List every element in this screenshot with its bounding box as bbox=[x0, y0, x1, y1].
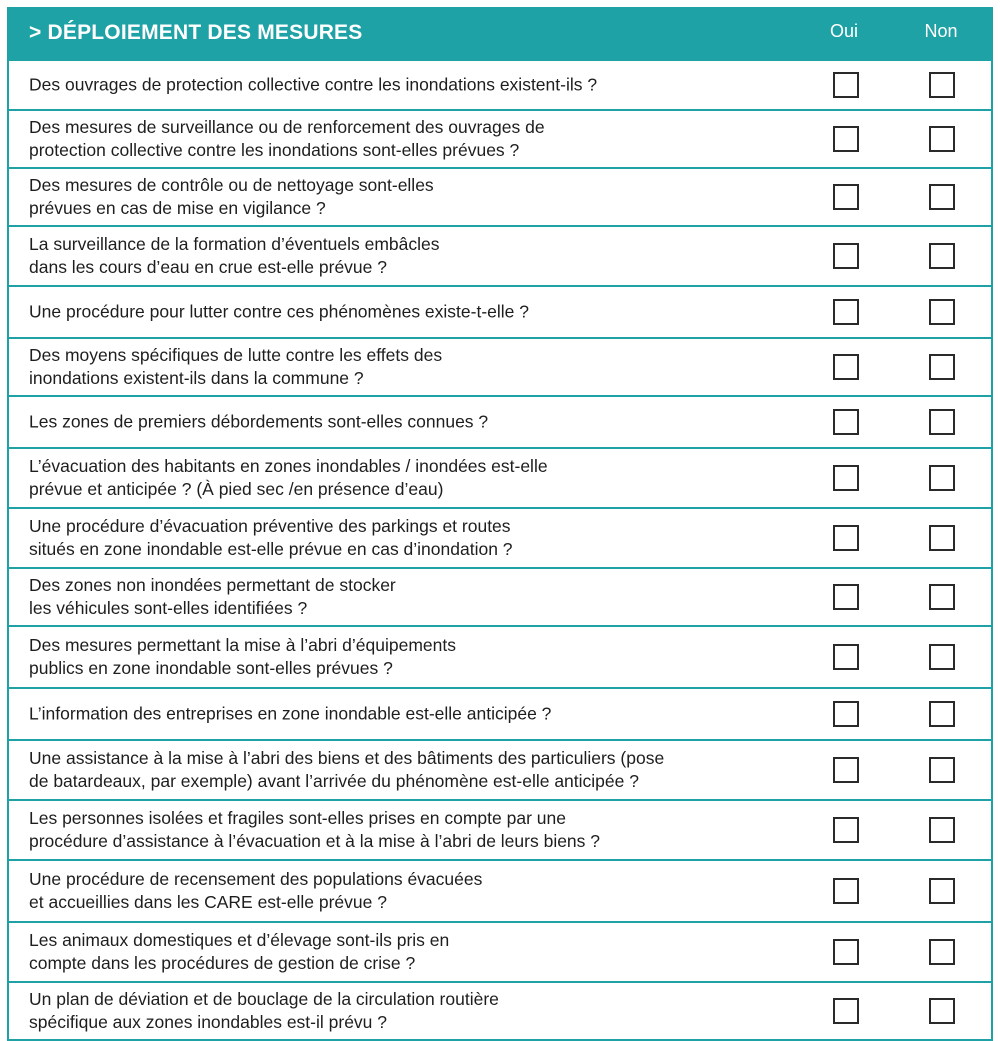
table-header bbox=[7, 7, 993, 59]
question-rows bbox=[7, 59, 993, 1041]
question-text: Des ouvrages de protection collective contre les inondations existent-ils ? bbox=[29, 74, 598, 95]
checkbox-non[interactable] bbox=[929, 998, 955, 1024]
question-row bbox=[9, 739, 991, 799]
question-text: Des mesures de contrôle ou de nettoyage sont-elles prévues en cas de mise en vigilance ? bbox=[29, 175, 434, 218]
checkbox-oui[interactable] bbox=[833, 939, 859, 965]
checkbox-non[interactable] bbox=[929, 584, 955, 610]
question-row bbox=[9, 447, 991, 507]
question-row bbox=[9, 167, 991, 225]
question-row bbox=[9, 109, 991, 167]
question-text: La surveillance de la formation d’éventuels embâcles dans les cours d’eau en crue est-elle prévue ? bbox=[29, 234, 440, 277]
question-row bbox=[9, 859, 991, 921]
question-row bbox=[9, 59, 991, 109]
question-text: L’information des entreprises en zone inondable est-elle anticipée ? bbox=[29, 703, 552, 724]
question-text: Les personnes isolées et fragiles sont-elles prises en compte par une procédure d’assistance à l’évacuation et à la mise à l’abri de leurs biens ? bbox=[29, 808, 601, 851]
checkbox-oui[interactable] bbox=[833, 243, 859, 269]
checkbox-oui[interactable] bbox=[833, 299, 859, 325]
question-row bbox=[9, 285, 991, 337]
checkbox-oui[interactable] bbox=[833, 878, 859, 904]
question-row bbox=[9, 981, 991, 1039]
checkbox-non[interactable] bbox=[929, 126, 955, 152]
checkbox-oui[interactable] bbox=[833, 184, 859, 210]
question-row bbox=[9, 625, 991, 687]
question-text: Une procédure pour lutter contre ces phénomènes existe-t-elle ? bbox=[29, 301, 529, 322]
checkbox-oui[interactable] bbox=[833, 409, 859, 435]
question-row bbox=[9, 225, 991, 285]
checkbox-non[interactable] bbox=[929, 757, 955, 783]
checkbox-non[interactable] bbox=[929, 354, 955, 380]
question-row bbox=[9, 507, 991, 567]
checklist-table bbox=[7, 7, 993, 1041]
section-title: > DÉPLOIEMENT DES MESURES bbox=[29, 21, 363, 44]
question-row bbox=[9, 921, 991, 981]
question-text: Les zones de premiers débordements sont-elles connues ? bbox=[29, 411, 489, 432]
checkbox-non[interactable] bbox=[929, 409, 955, 435]
checkbox-oui[interactable] bbox=[833, 584, 859, 610]
question-text: Une procédure de recensement des populations évacuées et accueillies dans les CARE est-elle prévue ? bbox=[29, 869, 483, 912]
checkbox-non[interactable] bbox=[929, 243, 955, 269]
question-text: Des moyens spécifiques de lutte contre les effets des inondations existent-ils dans la commune ? bbox=[29, 345, 443, 388]
checkbox-non[interactable] bbox=[929, 817, 955, 843]
checkbox-oui[interactable] bbox=[833, 354, 859, 380]
checkbox-non[interactable] bbox=[929, 465, 955, 491]
question-text: Une assistance à la mise à l’abri des biens et des bâtiments des particuliers (pose de batardeaux, par exemple) avant l’arrivée du phénomène est-elle anticipée ? bbox=[29, 748, 665, 791]
checkbox-oui[interactable] bbox=[833, 644, 859, 670]
checkbox-oui[interactable] bbox=[833, 465, 859, 491]
question-row bbox=[9, 395, 991, 447]
checkbox-non[interactable] bbox=[929, 878, 955, 904]
checkbox-non[interactable] bbox=[929, 939, 955, 965]
question-text: Des mesures permettant la mise à l’abri d’équipements publics en zone inondable sont-elles prévues ? bbox=[29, 635, 456, 678]
question-row bbox=[9, 567, 991, 625]
checkbox-oui[interactable] bbox=[833, 998, 859, 1024]
checkbox-oui[interactable] bbox=[833, 757, 859, 783]
checkbox-oui[interactable] bbox=[833, 126, 859, 152]
checkbox-oui[interactable] bbox=[833, 701, 859, 727]
checkbox-non[interactable] bbox=[929, 184, 955, 210]
question-text: Un plan de déviation et de bouclage de la circulation routière spécifique aux zones inondables est-il prévu ? bbox=[29, 989, 499, 1032]
question-text: Des mesures de surveillance ou de renforcement des ouvrages de protection collective contre les inondations sont-elles prévues ? bbox=[29, 117, 545, 160]
column-header-non: Non bbox=[924, 21, 958, 41]
checkbox-non[interactable] bbox=[929, 701, 955, 727]
checkbox-non[interactable] bbox=[929, 525, 955, 551]
checkbox-non[interactable] bbox=[929, 299, 955, 325]
question-text: Des zones non inondées permettant de stocker les véhicules sont-elles identifiées ? bbox=[29, 575, 396, 618]
question-text: Les animaux domestiques et d’élevage sont-ils pris en compte dans les procédures de gestion de crise ? bbox=[29, 930, 450, 973]
question-row bbox=[9, 337, 991, 395]
checkbox-oui[interactable] bbox=[833, 525, 859, 551]
checkbox-non[interactable] bbox=[929, 72, 955, 98]
question-text: L’évacuation des habitants en zones inondables / inondées est-elle prévue et anticipée ? (À pied sec /en présence d’eau) bbox=[29, 456, 548, 499]
checkbox-oui[interactable] bbox=[833, 72, 859, 98]
question-row bbox=[9, 687, 991, 739]
checkbox-oui[interactable] bbox=[833, 817, 859, 843]
checkbox-non[interactable] bbox=[929, 644, 955, 670]
question-text: Une procédure d’évacuation préventive des parkings et routes situés en zone inondable est-elle prévue en cas d’inondation ? bbox=[29, 516, 513, 559]
column-header-oui: Oui bbox=[829, 21, 858, 41]
question-row bbox=[9, 799, 991, 859]
